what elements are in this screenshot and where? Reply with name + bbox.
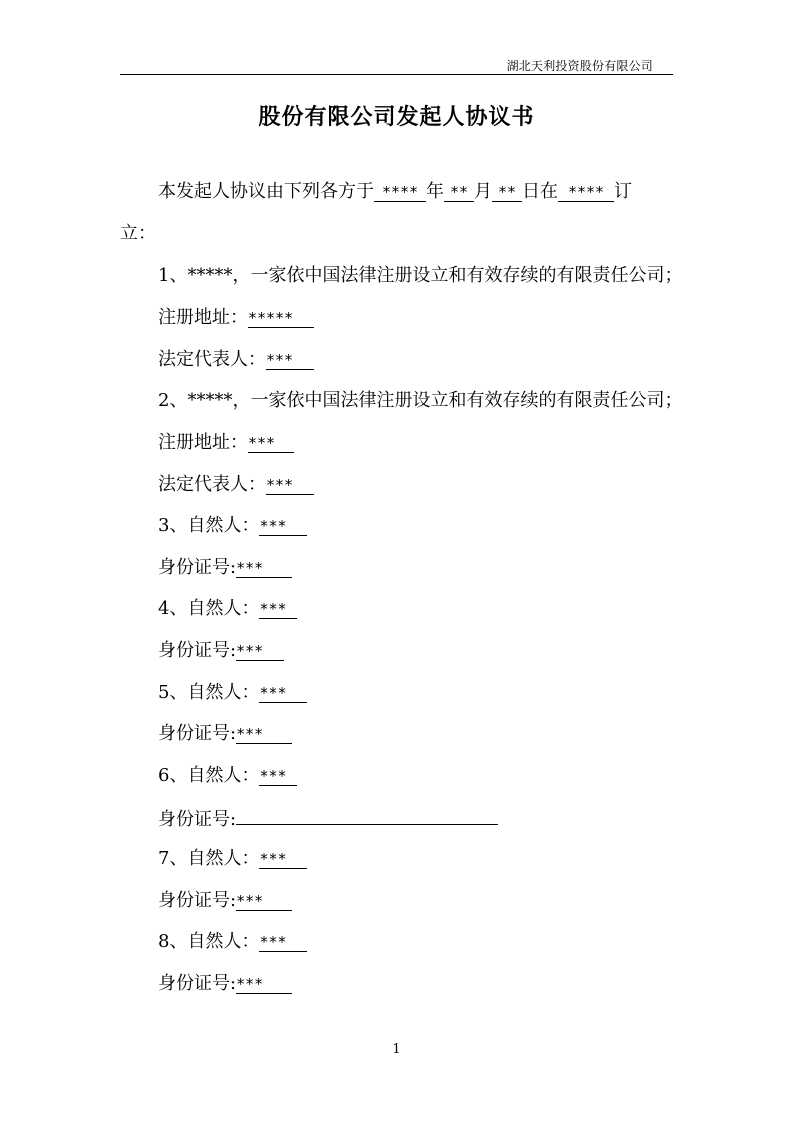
person-4-name-row (158, 597, 297, 621)
intro-day-label: 日在 (522, 181, 558, 202)
person-6-id-value (236, 806, 498, 825)
person-6-id-row (158, 806, 498, 832)
person-8-id-value: *** (236, 975, 292, 994)
party-2-address-value: *** (248, 434, 294, 453)
person-6-name-value: *** (259, 767, 297, 786)
page-number: 1 (392, 1042, 401, 1057)
intro-month-blank: ** (444, 183, 474, 202)
party-2-rep-row (158, 473, 314, 497)
intro-lead: 本发起人协议由下列各方于 (158, 181, 374, 202)
person-6-name-label: 6、自然人： (158, 765, 260, 786)
person-8-id-label: 身份证号: (158, 973, 237, 994)
person-3-id-row (158, 556, 292, 580)
person-7-name-value: *** (259, 850, 307, 869)
party-1-address-value: ***** (248, 309, 314, 328)
person-4-name-value: *** (259, 600, 297, 619)
person-7-id-value: *** (236, 892, 292, 911)
party-1-rep-label: 法定代表人： (158, 349, 266, 370)
person-8-name-label: 8、自然人： (158, 931, 260, 952)
person-8-id-row (158, 972, 292, 996)
party-2-address-label: 注册地址： (158, 432, 248, 453)
person-7-name-row (158, 847, 307, 871)
person-3-name-value: *** (259, 517, 307, 536)
party-1-address-row (158, 306, 314, 330)
intro-day-blank: ** (492, 183, 522, 202)
party-1-line: 1、*****，一家依中国法律注册设立和有效存续的有限责任公司； (158, 265, 683, 286)
intro-year-blank: **** (374, 183, 426, 202)
intro-line (158, 180, 632, 204)
intro-tail: 订 (614, 181, 632, 202)
person-4-id-label: 身份证号: (158, 640, 237, 661)
person-3-name-label: 3、自然人： (158, 515, 260, 536)
person-3-id-value: *** (236, 559, 292, 578)
person-5-name-row (158, 681, 307, 705)
person-5-name-value: *** (259, 684, 307, 703)
intro-place-blank: **** (558, 183, 614, 202)
person-7-id-label: 身份证号: (158, 890, 237, 911)
party-2-rep-label: 法定代表人： (158, 474, 266, 495)
party-1-rep-row (158, 348, 314, 372)
person-4-id-value: *** (236, 642, 284, 661)
person-5-name-label: 5、自然人： (158, 682, 260, 703)
party-2-address-row (158, 431, 294, 455)
person-7-id-row (158, 889, 292, 913)
party-1-address-label: 注册地址： (158, 307, 248, 328)
person-7-name-label: 7、自然人： (158, 848, 260, 869)
person-3-id-label: 身份证号: (158, 557, 237, 578)
intro-continuation: 立： (120, 223, 156, 244)
header-rule (120, 74, 673, 75)
person-3-name-row (158, 514, 307, 538)
person-8-name-row (158, 930, 307, 954)
person-6-name-row (158, 764, 297, 788)
document-title: 股份有限公司发起人协议书 (258, 104, 535, 130)
person-8-name-value: *** (259, 933, 307, 952)
party-2-line: 2、*****，一家依中国法律注册设立和有效存续的有限责任公司； (158, 390, 683, 411)
person-4-name-label: 4、自然人： (158, 598, 260, 619)
person-5-id-value: *** (236, 725, 292, 744)
party-2-rep-value: *** (266, 476, 314, 495)
person-5-id-row (158, 722, 292, 746)
person-4-id-row (158, 639, 284, 663)
header-company-name: 湖北天利投资股份有限公司 (506, 59, 653, 73)
party-1-rep-value: *** (266, 351, 314, 370)
person-6-id-label: 身份证号: (158, 809, 237, 830)
intro-month-label: 月 (474, 181, 492, 202)
intro-year-label: 年 (426, 181, 444, 202)
person-5-id-label: 身份证号: (158, 723, 237, 744)
